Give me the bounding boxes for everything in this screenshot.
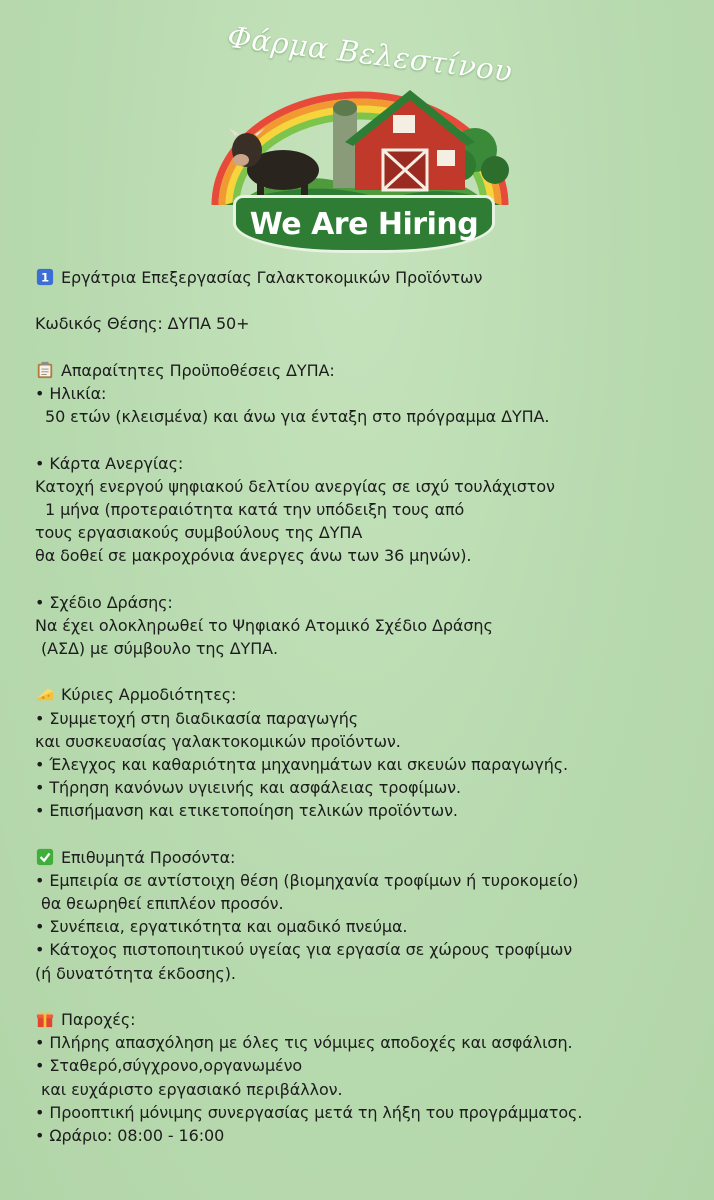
farm-scene-icon [205, 80, 515, 210]
duties-heading: Κύριες Αρμοδιότητες: [61, 685, 237, 705]
benefits-heading-line [35, 1008, 705, 1031]
benefits-heading: Παροχές: [61, 1010, 136, 1029]
plan-label: • Σχέδιο Δράσης: [35, 592, 173, 612]
gift-icon [35, 1010, 55, 1028]
duty-line: • Τήρηση κανόνων υγιεινής και ασφάλειας τροφίμων. [35, 778, 461, 798]
keycap-one-icon [35, 268, 55, 286]
brand-name: Φάρμα Βελεστίνου [225, 19, 515, 89]
requirements-heading-line [35, 359, 705, 382]
post-body [35, 266, 705, 1147]
desired-line: • Συνέπεια, εργατικότητα και ομαδικό πνεύμα. [35, 917, 408, 937]
desired-line: (ή δυνατότητα έκδοσης). [35, 963, 236, 983]
card-line: θα δοθεί σε μακροχρόνια άνεργες άνω των 36 μηνών). [35, 546, 472, 566]
job-title-line [35, 266, 705, 289]
benefit-line: και ευχάριστο εργασιακό περιβάλλον. [41, 1079, 343, 1099]
duties-heading-line [35, 683, 705, 706]
job-code: Κωδικός Θέσης: ΔΥΠΑ 50+ [35, 314, 250, 334]
age-label: • Ηλικία: [35, 383, 107, 403]
desired-line: • Εμπειρία σε αντίστοιχη θέση (βιομηχανία τροφίμων ή τυροκομείο) [35, 870, 579, 890]
desired-line: • Κάτοχος πιστοποιητικού υγείας για εργασία σε χώρους τροφίμων [35, 940, 573, 960]
duty-line: • Έλεγχος και καθαριότητα μηχανημάτων και σκευών παραγωγής. [35, 754, 569, 774]
farm-logo [205, 19, 515, 255]
benefit-line: • Προοπτική μόνιμης συνεργασίας μετά τη λήξη του προγράμματος. [35, 1102, 583, 1122]
desired-line: θα θεωρηθεί επιπλέον προσόν. [41, 894, 284, 914]
card-line: Κατοχή ενεργού ψηφιακού δελτίου ανεργίας σε ισχύ τουλάχιστον [35, 476, 555, 496]
requirements-heading: Απαραίτητες Προϋποθέσεις ΔΥΠΑ: [61, 360, 335, 380]
duty-line: • Επισήμανση και ετικετοποίηση τελικών προϊόντων. [35, 801, 458, 821]
plan-line: (ΑΣΔ) με σύμβουλο της ΔΥΠΑ. [41, 639, 278, 658]
check-mark-icon [35, 848, 55, 866]
card-label: • Κάρτα Ανεργίας: [35, 453, 184, 473]
benefit-line: • Ωράριο: 08:00 - 16:00 [35, 1125, 225, 1145]
card-line: 1 μήνα (προτεραιότητα κατά την υπόδειξη τους από [45, 499, 465, 519]
plan-line: Να έχει ολοκληρωθεί το Ψηφιακό Ατομικό Σχέδιο Δράσης [35, 615, 493, 635]
card-line: τους εργασιακούς συμβούλους της ΔΥΠΑ [35, 523, 363, 543]
clipboard-icon [35, 361, 55, 379]
svg-text:1: 1 [40, 270, 50, 285]
benefit-line: • Πλήρης απασχόληση με όλες τις νόμιμες αποδοχές και ασφάλιση. [35, 1033, 573, 1053]
duty-line: • Συμμετοχή στη διαδικασία παραγωγής [35, 708, 359, 728]
job-title: Εργάτρια Επεξεργασίας Γαλακτοκομικών Προϊόντων [61, 268, 483, 287]
hiring-banner [233, 195, 495, 253]
desired-heading: Επιθυμητά Προσόντα: [61, 847, 236, 867]
cheese-icon [35, 685, 55, 703]
hiring-banner-text: We Are Hiring [249, 206, 479, 242]
benefit-line: • Σταθερό,σύγχρονο,οργανωμένο [35, 1056, 303, 1076]
desired-heading-line [35, 846, 705, 869]
duty-line: και συσκευασίας γαλακτοκομικών προϊόντων. [35, 731, 401, 751]
age-text: 50 ετών (κλεισμένα) και άνω για ένταξη στο πρόγραμμα ΔΥΠΑ. [45, 407, 550, 427]
